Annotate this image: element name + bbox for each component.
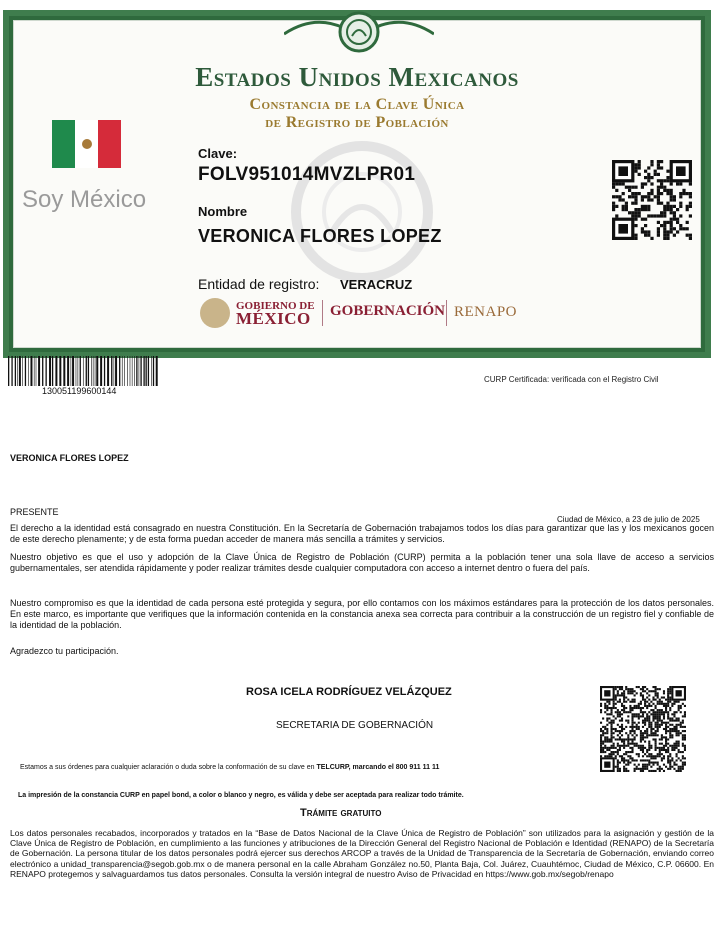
privacy-notice: Los datos personales recabados, incorporados y tratados en la “Base de Datos Nacional de la Clave Única de Registro de Población” son utilizados para la asignación y gestión de la Clave Única de Registro de Población, en cumplimiento a las funciones y atribuciones de la Dirección General del Registro Nacional de Población e Identidad (RENAPO) de la Secretaría de Gobernación. La persona titular de los datos personales podrá ejercer sus derechos ARCOP a través de la Unidad de Transparencia de la Secretaría de Gobernación, enviando correo electrónico a unidad_transparencia@segob.gob.mx o de manera personal en la calle Abraham González no.50, Planta Baja, Col. Juárez, Cuauhtémoc, Ciudad de México, C.P. 06600. En RENAPO protegemos y salvaguardamos tus datos personales. Consulta la versión integral de nuestro Aviso de Privacidad en https://www.gob.mx/segob/renapo [10,828,714,879]
letter-paragraph: Nuestro objetivo es que el uso y adopción de la Clave Única de Registro de Población (CURP) permita a la población tener una sola llave de acceso a servicios gubernamentales, ser atendida rápidamente y poder realizar trámites desde cualquier computadora con acceso a internet dentro o fuera del país. [10,552,714,573]
gobernacion-logo: GOBERNACIÓN [330,303,446,319]
letter-paragraph: El derecho a la identidad está consagrado en nuestra Constitución. En la Secretaría de Gobernación trabajamos todos los días para garantizar que las y los mexicanos gocen de este derecho plenamente; y de esta forma puedan acceder de manera más sencilla a trámites y servicios. [10,523,714,544]
print-validity-notice: La impresión de la constancia CURP en papel bond, a color o blanco y negro, es válida y debe ser aceptada para realizar todo trámite. [18,792,464,799]
document-subtitle-line1: Constancia de la Clave Única [249,96,465,113]
curp-certification-note: CURP Certificada: verificada con el Registro Civil [484,375,659,384]
logo-divider [322,300,323,326]
soy-mexico-logo: Soy México [22,186,147,213]
national-seal-icon [284,10,434,56]
signer-title: SECRETARIA DE GOBERNACIÓN [276,720,434,731]
qr-code-icon [600,686,686,772]
entidad-label: Entidad de registro: [198,276,320,292]
barcode-number: 130051199600144 [42,386,117,396]
contact-note [20,764,439,771]
letter-date: Ciudad de México, a 23 de julio de 2025 [557,515,700,524]
clave-label: Clave: [198,146,238,161]
letter-paragraph: Nuestro compromiso es que la identidad de cada persona esté protegida y segura, por ello contamos con los máximos estándares para la protección de los datos personales. En este marco, es importante que verifiques que la información contenida en la constancia anexa sea correcta para contribuir a la construcción de un registro fiel y confiable de la identidad de la población. [10,598,714,630]
barcode-icon [8,356,158,386]
logo-divider [446,300,447,326]
document-title: Estados Unidos Mexicanos [195,62,519,92]
letter-thanks: Agradezco tu participación. [10,646,119,656]
seal-watermark [262,132,462,282]
signer-name: ROSA ICELA RODRÍGUEZ VELÁZQUEZ [246,686,452,698]
document-subtitle-line2: de Registro de Población [265,114,449,131]
renapo-logo: RENAPO [454,304,518,320]
telcurp-phone: TELCURP, marcando el 800 911 11 11 [316,764,440,771]
nombre-label: Nombre [198,204,248,219]
nombre-value: VERONICA FLORES LOPEZ [198,226,442,246]
contact-note-text: Estamos a sus órdenes para cualquier aclaración o duda sobre la conformación de su clave en [20,764,317,771]
letter-greeting: PRESENTE [10,507,59,517]
mexico-label: MÉXICO [236,309,311,328]
mexico-flag-icon [52,120,121,168]
gobierno-de-label: GOBIERNO DE [236,300,315,312]
qr-code-icon [612,160,692,240]
gobierno-shield-icon [200,298,230,328]
letter-recipient: VERONICA FLORES LOPEZ [10,453,129,463]
curp-value: FOLV951014MVZLPR01 [198,164,416,185]
entidad-value: VERACRUZ [340,277,413,292]
free-procedure-label: Trámite gratuito [300,807,382,819]
